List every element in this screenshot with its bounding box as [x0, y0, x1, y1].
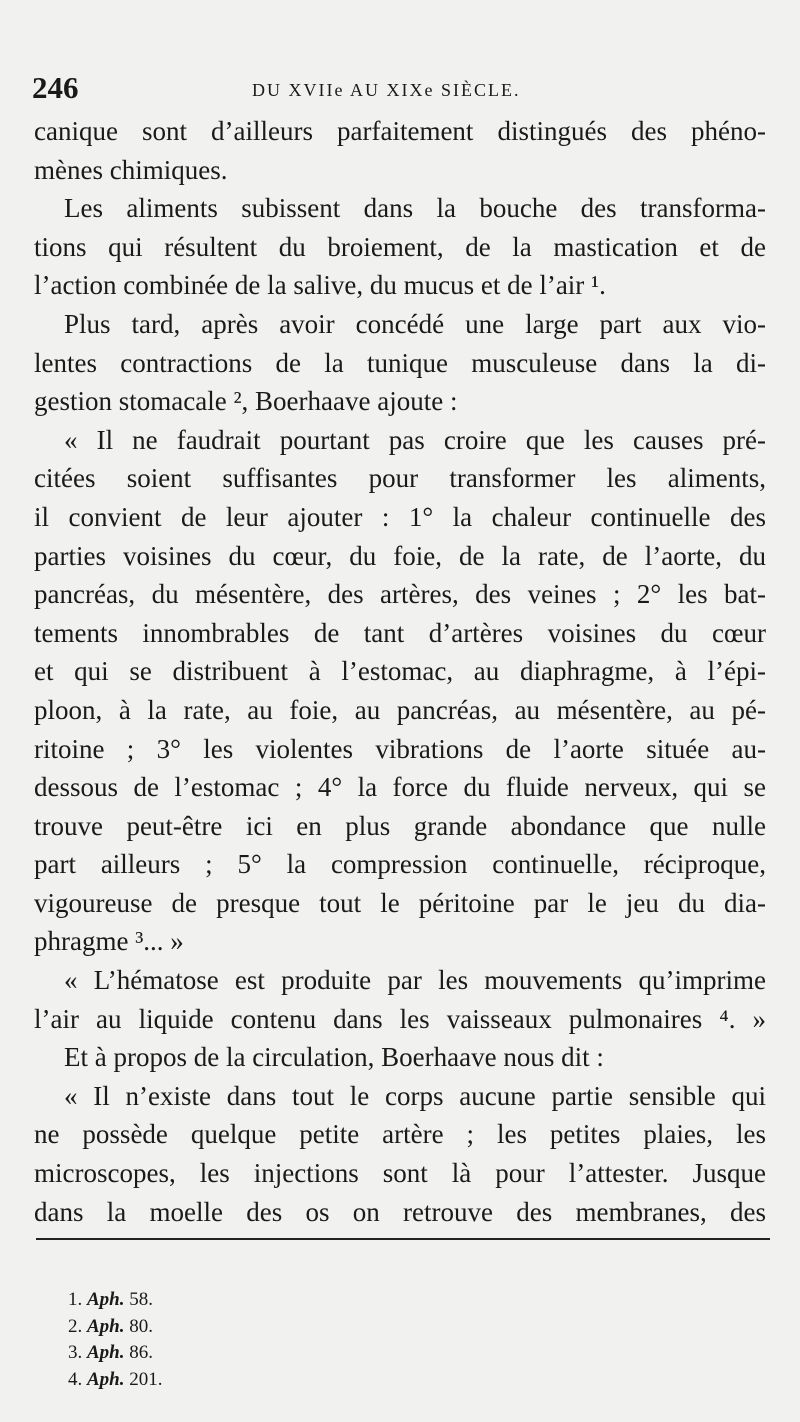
text-line: ne possède quelque petite artère ; les petites plaies, les — [34, 1119, 766, 1150]
footnote — [68, 1287, 163, 1314]
text-line: Plus tard, après avoir concédé une large part aux vio- — [64, 308, 766, 339]
footnote-number: 3. — [68, 1342, 83, 1363]
text-line: trouve peut-être ici en plus grande abondance que nulle — [34, 810, 766, 841]
text-line: il convient de leur ajouter : 1° la chaleur continuelle des — [34, 501, 766, 532]
footnotes — [68, 1287, 163, 1393]
text-line: part ailleurs ; 5° la compression continuelle, réciproque, — [34, 849, 766, 880]
text-line: microscopes, les injections sont là pour l’attester. Jusque — [34, 1158, 766, 1189]
footnote — [68, 1314, 163, 1341]
footnote-work: Aph. — [87, 1315, 125, 1337]
footnote-divider — [36, 1238, 770, 1240]
text-line: Et à propos de la circulation, Boerhaave nous dit : — [64, 1042, 604, 1073]
text-line: phragme ³... » — [34, 926, 184, 957]
footnote — [68, 1367, 163, 1394]
text-line: citées soient suffisantes pour transformer les aliments, — [34, 463, 766, 494]
text-line: vigoureuse de presque tout le péritoine par le jeu du dia- — [34, 887, 766, 918]
text-line: tements innombrables de tant d’artères voisines du cœur — [34, 617, 766, 648]
footnote-number: 1. — [68, 1289, 83, 1310]
footnote-reference: 86. — [129, 1342, 153, 1363]
text-line: gestion stomacale ², Boerhaave ajoute : — [34, 386, 458, 417]
footnote-reference: 58. — [129, 1289, 153, 1310]
footnote-number: 2. — [68, 1315, 83, 1337]
text-line: pancréas, du mésentère, des artères, des veines ; 2° les bat- — [34, 579, 766, 610]
footnote-number: 4. — [68, 1368, 83, 1390]
text-line: « Il ne faudrait pourtant pas croire que les causes pré- — [64, 424, 766, 455]
text-line: « L’hématose est produite par les mouvements qu’imprime — [64, 965, 766, 996]
text-line: l’action combinée de la salive, du mucus et de l’air ¹. — [34, 270, 606, 301]
text-line: mènes chimiques. — [34, 154, 228, 185]
text-line: parties voisines du cœur, du foie, de la rate, de l’aorte, du — [34, 540, 766, 571]
text-line: « Il n’existe dans tout le corps aucune partie sensible qui — [64, 1080, 766, 1111]
text-line: Les aliments subissent dans la bouche des transforma- — [64, 193, 766, 224]
text-line: dessous de l’estomac ; 4° la force du fluide nerveux, qui se — [34, 772, 766, 803]
text-line: l’air au liquide contenu dans les vaisseaux pulmonaires ⁴. » — [34, 1003, 766, 1034]
footnote — [68, 1340, 163, 1367]
footnote-reference: 80. — [129, 1315, 153, 1337]
footnote-work: Aph. — [87, 1342, 125, 1363]
page-number: 246 — [32, 70, 79, 105]
text-line: ritoine ; 3° les violentes vibrations de l’aorte située au- — [34, 733, 766, 764]
text-line: dans la moelle des os on retrouve des membranes, des — [34, 1196, 766, 1227]
footnote-work: Aph. — [87, 1368, 125, 1390]
footnote-reference: 201. — [129, 1368, 163, 1390]
footnote-work: Aph. — [87, 1289, 125, 1310]
text-line: ploon, à la rate, au foie, au pancréas, au mésentère, au pé- — [34, 694, 766, 725]
text-line: lentes contractions de la tunique musculeuse dans la di- — [34, 347, 766, 378]
text-line: et qui se distribuent à l’estomac, au diaphragme, à l’épi- — [34, 656, 766, 687]
text-line: canique sont d’ailleurs parfaitement distingués des phéno- — [34, 116, 766, 146]
text-line: tions qui résultent du broiement, de la mastication et de — [34, 231, 766, 262]
running-title: DU XVIIe AU XIXe SIÈCLE. — [252, 80, 521, 100]
page-header — [32, 70, 774, 110]
body-text — [34, 112, 766, 1231]
